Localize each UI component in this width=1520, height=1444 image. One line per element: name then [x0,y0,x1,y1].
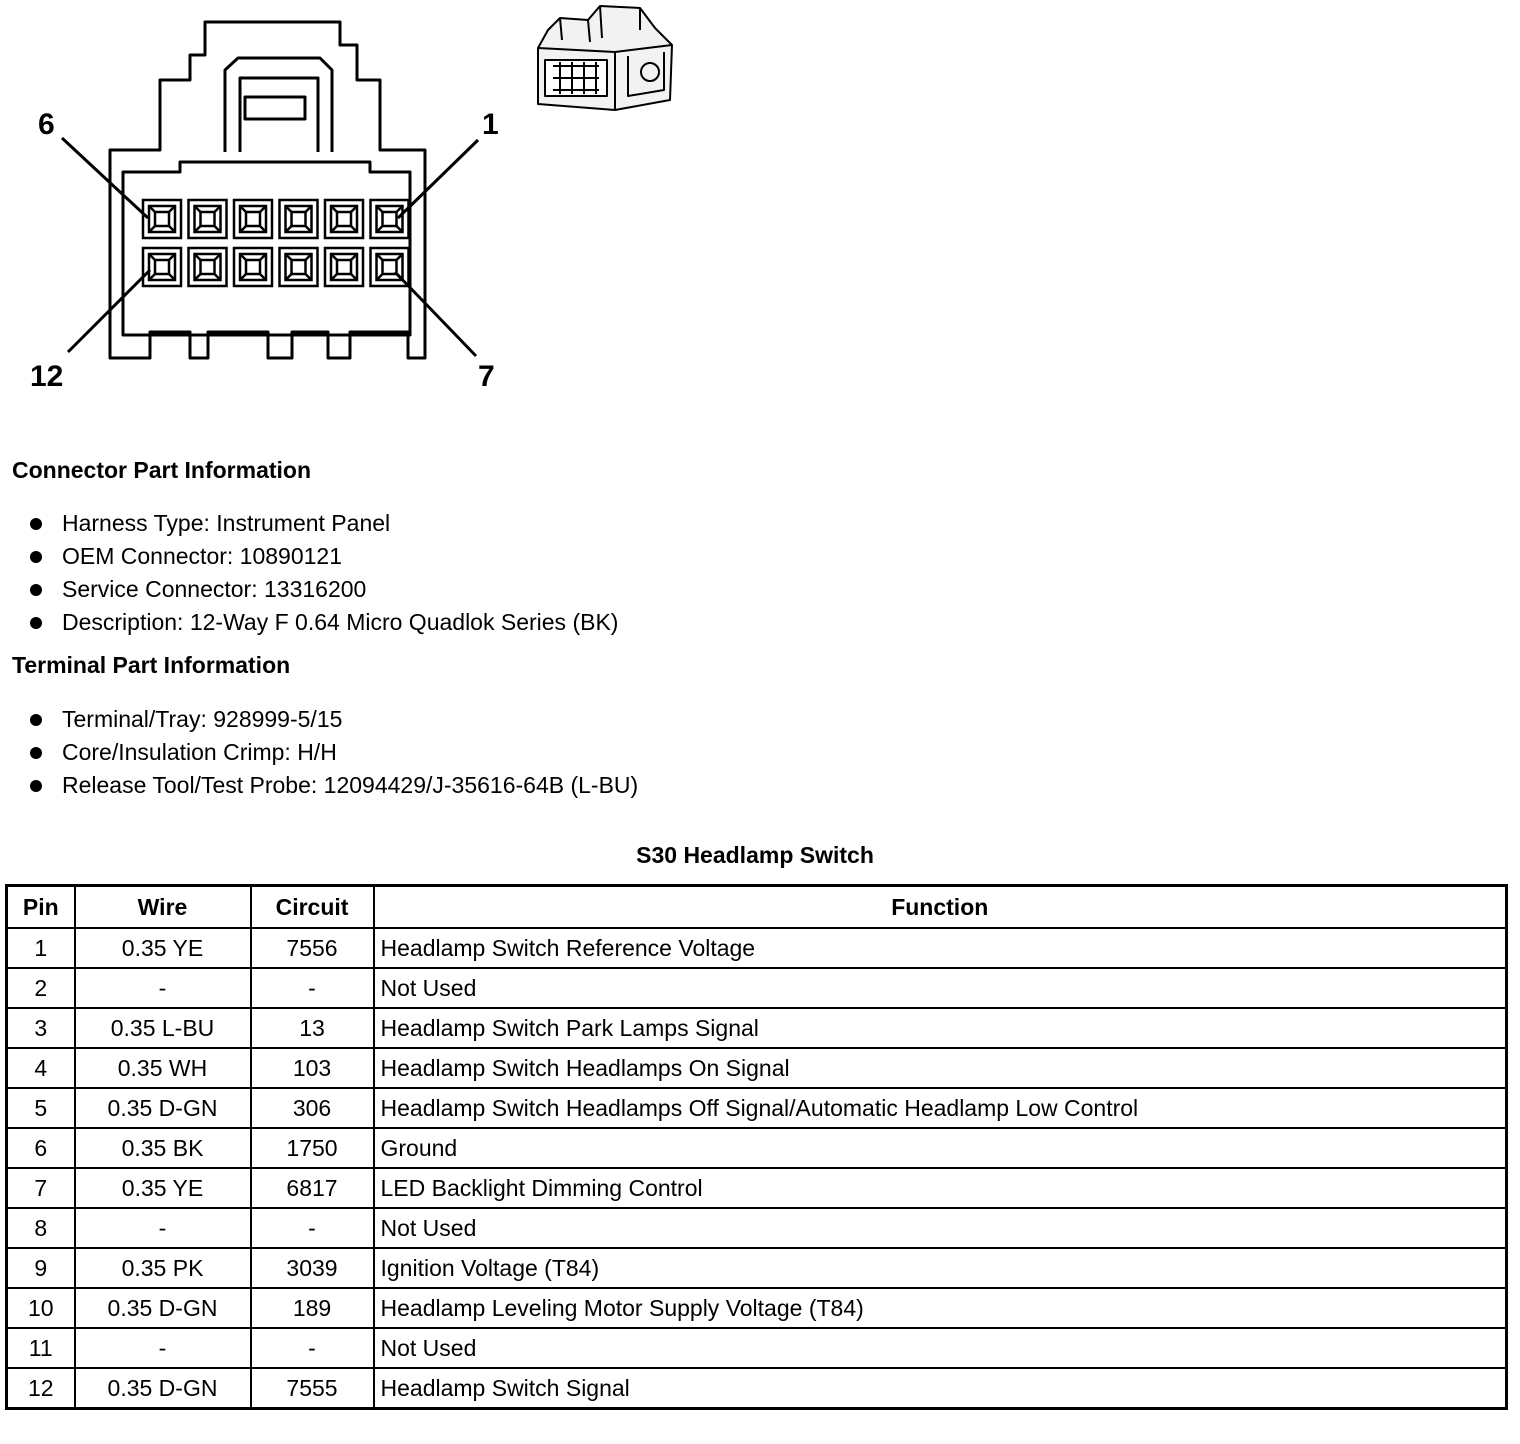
cell-circuit: 1750 [251,1128,374,1168]
terminal-cavity [371,248,409,286]
column-header-circuit: Circuit [251,886,374,929]
connector-thumbnail [538,6,672,110]
terminal-cavity [189,248,227,286]
cell-circuit: - [251,1328,374,1368]
terminal-cavity [189,200,227,238]
cell-pin: 4 [7,1048,75,1088]
list-item-text: OEM Connector: 10890121 [62,543,343,569]
pin-label-7: 7 [478,360,495,393]
cell-function: Not Used [374,1208,1507,1248]
cell-pin: 7 [7,1168,75,1208]
cell-pin: 6 [7,1128,75,1168]
cell-circuit: 7556 [251,928,374,968]
list-item-text: Core/Insulation Crimp: H/H [62,739,337,765]
list-item-text: Service Connector: 13316200 [62,576,367,602]
cell-circuit: 3039 [251,1248,374,1288]
cell-pin: 8 [7,1208,75,1248]
cell-wire: 0.35 D-GN [75,1088,251,1128]
terminal-cavity [325,248,363,286]
connector-housing [110,22,425,358]
cell-function: Headlamp Leveling Motor Supply Voltage (T84) [374,1288,1507,1328]
terminal-cavity [234,248,272,286]
bullet-icon [30,747,42,759]
cell-circuit: 6817 [251,1168,374,1208]
cell-circuit: 189 [251,1288,374,1328]
terminal-cavity [280,248,318,286]
connector-part-list [30,507,618,639]
table-row [7,1048,1507,1088]
list-item [30,736,638,769]
cell-wire: 0.35 YE [75,928,251,968]
list-item-text: Release Tool/Test Probe: 12094429/J-35616-64B (L-BU) [62,772,639,798]
cell-function: Not Used [374,968,1507,1008]
cell-function: Headlamp Switch Reference Voltage [374,928,1507,968]
list-item [30,573,618,606]
list-item [30,703,638,736]
pin-label-12: 12 [30,360,64,393]
bullet-icon [30,584,42,596]
cell-wire: 0.35 D-GN [75,1368,251,1409]
cell-pin: 3 [7,1008,75,1048]
cell-function: Headlamp Switch Park Lamps Signal [374,1008,1507,1048]
table-row [7,1368,1507,1409]
list-item [30,606,618,639]
cell-function: Headlamp Switch Headlamps On Signal [374,1048,1507,1088]
terminal-cavity [143,200,181,238]
bullet-icon [30,780,42,792]
cell-wire: 0.35 YE [75,1168,251,1208]
terminal-cavity [371,200,409,238]
cell-wire: 0.35 D-GN [75,1288,251,1328]
cell-circuit: - [251,968,374,1008]
table-row [7,1328,1507,1368]
table-body [7,928,1507,1409]
table-row [7,968,1507,1008]
table-row [7,928,1507,968]
cell-circuit: - [251,1208,374,1248]
table-row [7,1248,1507,1288]
pin-label-1: 1 [482,108,499,141]
cell-pin: 11 [7,1328,75,1368]
bullet-icon [30,714,42,726]
list-item-text: Terminal/Tray: 928999-5/15 [62,706,343,732]
list-item [30,540,618,573]
cell-pin: 2 [7,968,75,1008]
list-item-text: Description: 12-Way F 0.64 Micro Quadlok Series (BK) [62,609,619,635]
terminal-cavity [325,200,363,238]
cell-pin: 10 [7,1288,75,1328]
cell-function: Headlamp Switch Signal [374,1368,1507,1409]
cell-circuit: 7555 [251,1368,374,1409]
connector-part-heading: Connector Part Information [12,457,312,483]
table-title: S30 Headlamp Switch [636,842,874,868]
cell-function: LED Backlight Dimming Control [374,1168,1507,1208]
cell-pin: 1 [7,928,75,968]
list-item [30,507,618,540]
table-row [7,1128,1507,1168]
terminal-cavity [280,200,318,238]
list-item-text: Harness Type: Instrument Panel [62,510,391,536]
connector-diagram [0,0,700,420]
connector-cavities [143,200,409,286]
table-row [7,1088,1507,1128]
bullet-icon [30,518,42,530]
cell-wire: - [75,1208,251,1248]
terminal-cavity [143,248,181,286]
terminal-part-list [30,703,638,802]
cell-function: Not Used [374,1328,1507,1368]
cell-wire: - [75,968,251,1008]
table-row [7,1168,1507,1208]
cell-pin: 5 [7,1088,75,1128]
list-item [30,769,638,802]
pin-label-6: 6 [38,108,55,141]
bullet-icon [30,617,42,629]
cell-wire: 0.35 BK [75,1128,251,1168]
cell-pin: 12 [7,1368,75,1409]
column-header-pin: Pin [7,886,75,929]
cell-wire: 0.35 WH [75,1048,251,1088]
terminal-part-heading: Terminal Part Information [12,652,291,678]
table-row [7,1208,1507,1248]
column-header-wire: Wire [75,886,251,929]
cell-wire: 0.35 L-BU [75,1008,251,1048]
table-row [7,1288,1507,1328]
bullet-icon [30,551,42,563]
cell-circuit: 103 [251,1048,374,1088]
table-header-row [7,886,1507,929]
cell-function: Headlamp Switch Headlamps Off Signal/Automatic Headlamp Low Control [374,1088,1507,1128]
terminal-cavity [234,200,272,238]
cell-function: Ignition Voltage (T84) [374,1248,1507,1288]
pin-table [5,884,1508,1410]
cell-wire: - [75,1328,251,1368]
cell-function: Ground [374,1128,1507,1168]
cell-pin: 9 [7,1248,75,1288]
cell-circuit: 306 [251,1088,374,1128]
cell-circuit: 13 [251,1008,374,1048]
table-row [7,1008,1507,1048]
cell-wire: 0.35 PK [75,1248,251,1288]
column-header-function: Function [374,886,1507,929]
